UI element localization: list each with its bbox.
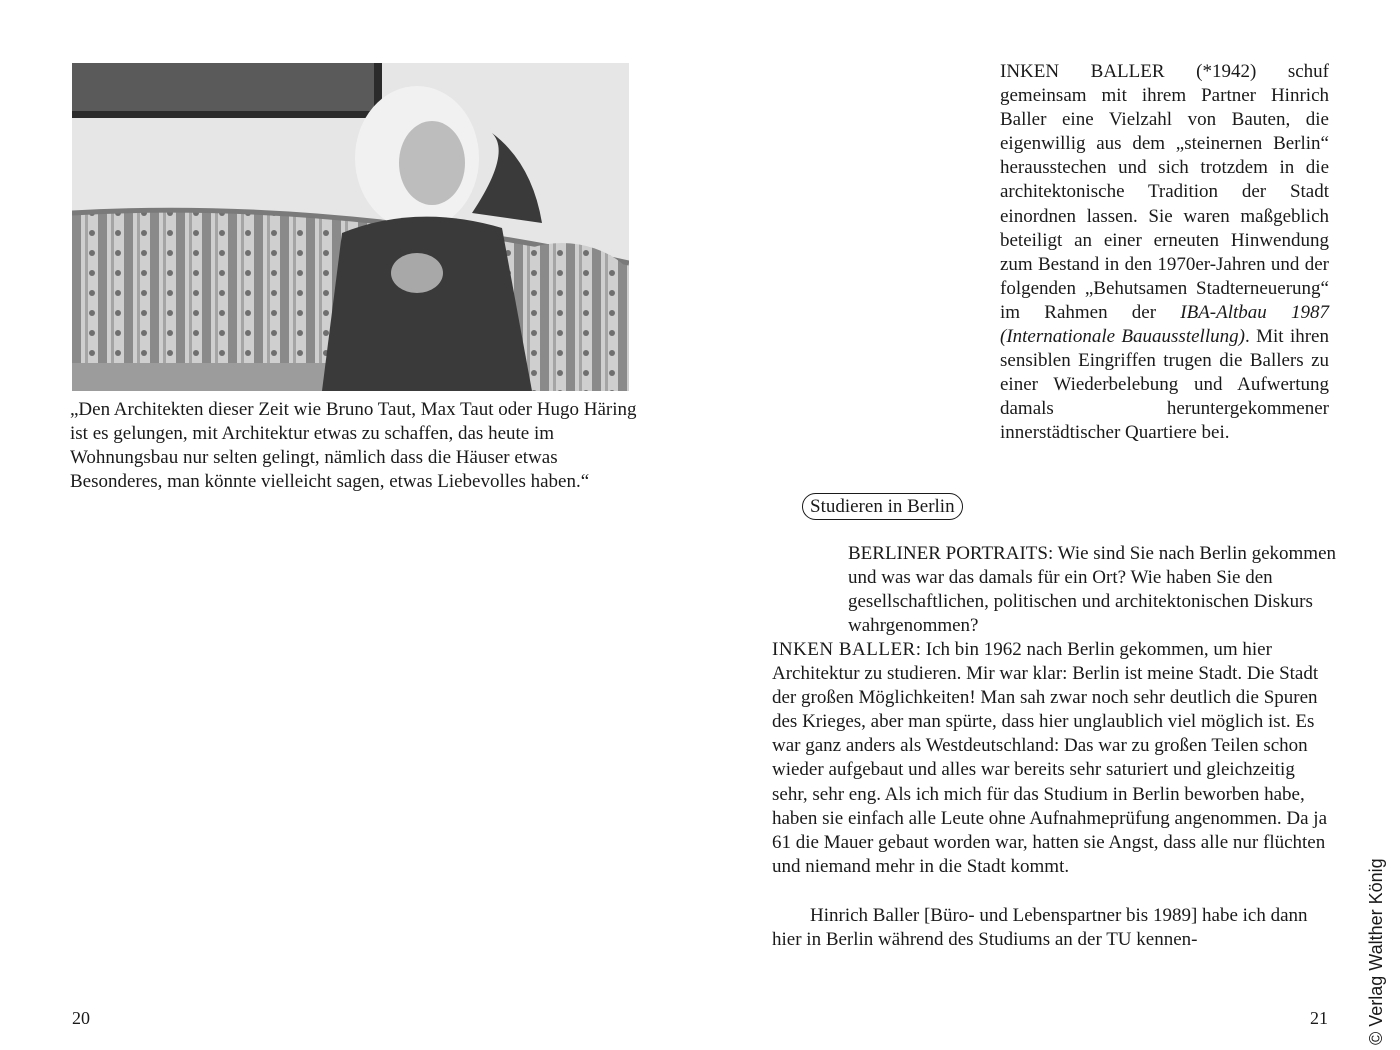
intro-italic: IBA-Altbau 1987 (Internationale Bauausstellung)	[1000, 301, 1330, 348]
answer-continuation: Hinrich Baller [Büro- und Lebenspartner bis 1989] habe ich dann hier in Berlin während des Studiums an der TU kennen-	[772, 905, 1308, 951]
page-number-left: 20	[72, 1008, 90, 1028]
page-number-right: 21	[1310, 1008, 1328, 1028]
right-page	[700, 0, 1400, 1050]
portrait-photo	[72, 63, 629, 391]
answer-text: : Ich bin 1962 nach Berlin gekommen, um hier Architektur zu studieren. Mir war klar: Berlin ist meine Stadt. Die Stadt der großen Möglichkeiten! Man sah zwar noch sehr deutlich die Spuren des Krieges, aber man spürte, dass hier unglaublich viel möglich ist. Es war ganz anders als Westdeutschland: Das war zu großen Teilen schon wieder aufgebaut und alles war bereits sehr saturiert und gleichzeitig sehr, sehr eng. Als ich mich für das Studium in Berlin beworben habe, haben sie einfach alle Leute ohne Aufnahmeprüfung angenommen. Da ja 61 die Mauer gebaut worden war, hatten sie Angst, dass alle nur flüchten und niemand mehr in die Stadt kommt.	[772, 639, 1328, 877]
question-speaker: BERLINER PORTRAITS	[848, 543, 1048, 564]
question-text: : Wie sind Sie nach Berlin gekommen und was war das damals für ein Ort? Wie haben Sie den gesellschaftlichen, politischen und architektonischen Diskurs wahrgenommen?	[848, 543, 1337, 637]
copyright-notice: © Verlag Walther König	[1366, 858, 1386, 1045]
section-tag: Studieren in Berlin	[802, 493, 963, 520]
interview-answer	[772, 638, 1328, 879]
interview-question	[848, 542, 1338, 638]
answer-speaker: INKEN BALLER	[772, 639, 916, 660]
intro-paragraph	[1000, 60, 1329, 446]
intro-name: INKEN BALLER	[1000, 61, 1165, 82]
pull-quote: „Den Architekten dieser Zeit wie Bruno Taut, Max Taut oder Hugo Häring ist es gelungen, mit Architektur etwas zu schaffen, das heute im Wohnungsbau nur selten gelingt, nämlich dass die Häuser etwas Besonderes, man könnte vielleicht sagen, etwas Liebevolles haben.“	[70, 399, 637, 492]
intro-text-1: (*1942) schuf gemeinsam mit ihrem Partner Hinrich Baller eine Vielzahl von Bauten, die eigenwillig aus dem „steinernen Berlin“ herausstechen und sich trotzdem in die architektonische Tradition der Stadt einordnen lassen. Sie waren maßgeblich beteiligt an einer erneuten Hinwendung zum Bestand in den 1970er-Jahren und der folgenden „Behutsamen Stadterneuerung“ im Rahmen der	[1000, 61, 1330, 323]
intro-text-2: . Mit ihren sensiblen Eingriffen trugen die Ballers zu einer Wiederbelebung und Aufwertung damals heruntergekommener innerstädtischer Quartiere bei.	[1000, 326, 1329, 444]
